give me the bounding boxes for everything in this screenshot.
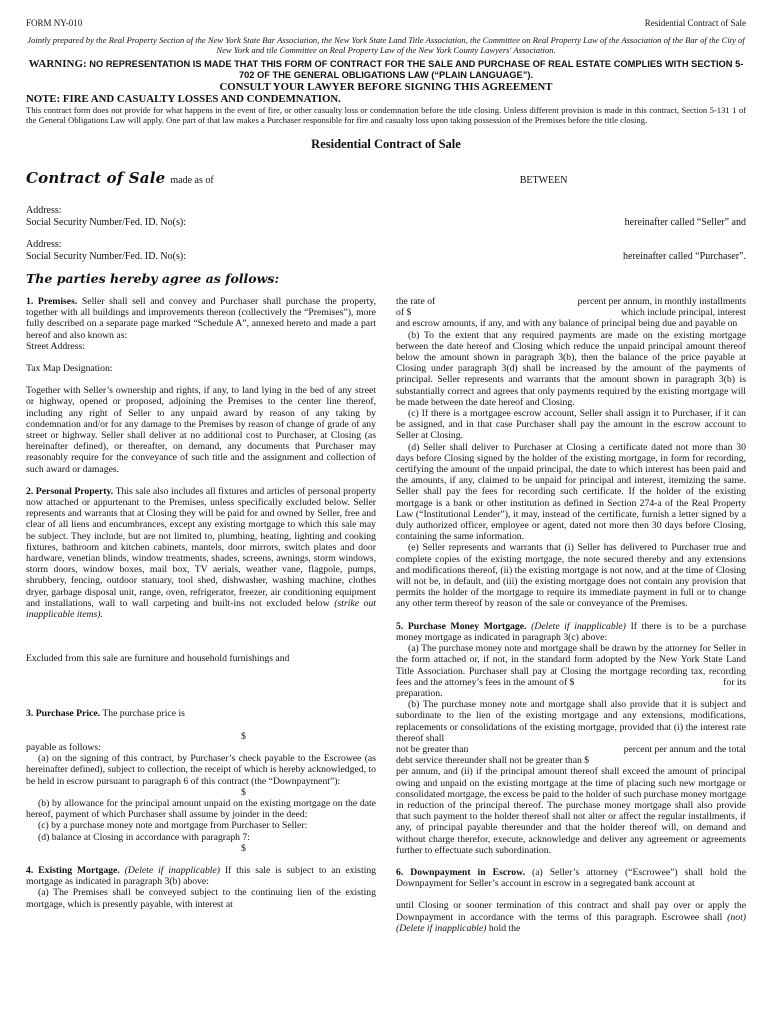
paragraph-3 [26,708,376,719]
downpayment-more [396,900,746,934]
warning-text: NO REPRESENTATION IS MADE THAT THIS FORM OF CONTRACT FOR THE SALE AND PURCHASE OF REAL ESTATE COMPLIES WITH SECTION 5-702 OF THE GENERAL OBLIGATIONS LAW (“PLAIN LANGUAGE”). [89,59,744,80]
left-column [26,296,376,934]
clause-3b: (b) by allowance for the principal amount unpaid on the existing mortgage on the date hereof, payment of which Purchaser shall assume by joinder in the deed: [26,797,376,821]
form-id: FORM NY-010 [26,18,83,28]
two-column-body [26,296,746,934]
clause-3d: (d) balance at Closing in accordance with paragraph 7: [38,831,250,843]
purchaser-address-label: Address: [26,239,62,250]
pmm-heading: 5. Purchase Money Mortgage. [396,620,527,632]
rate-line [396,296,746,307]
existing-mortgage-text: If this sale is subject to an existing mortgage as indicated in paragraph 3(b) above: [26,864,377,888]
delete-note-5: (Delete if inapplicable) [531,620,626,632]
clause-4d: (d) Seller shall deliver to Purchaser at Closing a certificate dated not more than 30 days before Closing signed by the holder of the existing mortgage, in form for recording, certifying the amount of the unpaid principal, the date to which interest has been paid and the amounts, if any, claimed to be unpaid for principal and interest, itemizing the same. Seller shall pay the fees for recording such certificate. If the holder of the existing mortgage is a bank or other institution as defined in Section 274-a of the Real Property Law (“Institutional Lender”), it may, instead of the certificate, furnish a letter signed by a duly authorized officer, employee or agent, dated not more then 30 days before Closing, containing the same information. [396,441,746,543]
debt-service: debt service thereunder shall not be greater than $ [396,755,590,767]
document-title: Residential Contract of Sale [311,137,461,151]
percent-per-annum: percent per annum, in monthly installments [577,296,746,307]
paragraph-6 [396,867,746,889]
escrow-line: and escrow amounts, if any, and with any balance of principal being due and payable on [396,318,738,330]
dollar-3a: $ [241,786,246,798]
which-include: which include principal, interest [621,307,746,319]
jointly-prepared-note: Jointly prepared by the Real Property Section of the New York State Bar Association, the New York State Land Title Association, the Committee on Real Property Law of the Association of the Bar of the City of New York and tile Committee on Real Property Law of the New York County Lawyers' Association. [27,35,745,55]
rate-of: the rate of [396,296,436,307]
seller-ssn-label: Social Security Number/Fed. ID. No(s): [26,217,186,228]
delete-note-4: (Delete if inapplicable) [124,864,221,876]
personal-property-heading: 2. Personal Property. [26,485,114,497]
downpayment-more-a: until Closing or sooner termination of this contract and shall pay over or apply the Downpayment in accordance with the terms of this paragraph. Escrowee shall [396,900,746,923]
premises-heading: 1. Premises. [26,296,78,307]
not-note: (not) [727,911,746,923]
warning-block [26,59,746,81]
installment-line [396,307,746,318]
paragraph-2 [26,486,376,620]
delete-note-6: (Delete if inapplicable) [396,922,487,934]
clause-4c: (c) If there is a mortgagee escrow account, Seller shall assign it to Purchaser, if it can be assigned, and in that case Purchaser shall pay the amount in the escrow account to Seller at Closing. [396,408,746,442]
existing-mortgage-heading: 4. Existing Mortgage. [26,864,120,876]
clause-4b: (b) To the extent that any required payments are made on the existing mortgage between the date hereof and Closing which reduce the unpaid principal amount thereof below the amount shown in paragraph 3(b), then the balance of the price payable at Closing under paragraph 3(d) shall be increased by the amount of the payments of principal. Seller represents and warrants that the amount shown in paragraph 3(b) is substantially correct and agrees that only payments required by the existing mortgage will be made between the date hereof and Closing. [396,329,746,408]
clause-4a: (a) The Premises shall be conveyed subject to the continuing lien of the existing mortgage, which is presently payable, with interest at [26,887,376,910]
payable-as-follows: payable as follows: [26,741,101,753]
clause-5b-more: per annum, and (ii) if the principal amount thereof shall exceed the amount of principal owing and unpaid on the existing mortgage at the time of placing such new mortgage or consolidated mortgage, the excess be paid to the holder of such purchase money mortgage in reduction of the principal thereof. The purchase money mortgage shall also provide that such payment to the holder thereof shall not alter or affect the regular installments, if any, of principal payable thereunder and that the holder thereof will, on demand and without charge therefor, execute, acknowledge and deliver any agreement or agreements further to effectuate such subordination. [396,766,746,856]
clause-3c: (c) by a purchase money note and mortgage from Purchaser to Seller: [38,820,308,832]
paragraph-4 [26,865,376,887]
not-greater-line [396,744,746,755]
downpayment-text: (a) Seller’s attorney (“Escrowee”) shall hold the Downpayment for Seller’s account in escrow in a segregated bank account at [396,866,747,890]
contract-intro-row [26,169,746,187]
right-column [396,296,746,934]
note-body: This contract form does not provide for what happens in the event of fire, or other casualty loss or condemnation before the title closing. Unless different provision is made in this contract, Section 5-131 1 of the General Obligations Law will apply. One part of that law makes a Purchaser responsible for fire and casualty loss upon taking possession of the Premises before the title closing. [26,105,746,125]
downpayment-heading: 6. Downpayment in Escrow. [396,866,526,878]
downpayment-end: hold the [488,922,521,934]
not-greater: not be greater than [396,743,469,755]
form-title: Residential Contract of Sale [644,18,746,28]
premises-text: Seller shall sell and convey and Purchaser shall purchase the property, together with all buildings and improvements thereon (collectively the “Premises”), more fully described on a separate page marked “Schedule A”, annexed hereto and made a part hereof and also known as: [26,296,376,341]
personal-property-text: This sale also includes all fixtures and articles of personal property now attached or appurtenant to the Premises, unless specifically excluded below. Seller represents and warrants that at Closing they will be paid for and owned by Seller, free and clear of all liens and encumbrances, except any existing mortgage to which this sale may be subject. They include, but are not limited to, plumbing, heating, lighting and cooking fixtures, bathroom and kitchen cabinets, mantels, door mirrors, switch plates and door hardware, venetian blinds, window treatments, shades, screens, awnings, storm windows, storm doors, window boxes, mail box, TV aerials, weather vane, flagpole, pumps, shrubbery, fencing, outdoor statuary, tool shed, dishwasher, washing machine, clothes dryer, garbage disposal unit, range, oven, refrigerator, freezer, air conditioning equipment and installations, wall to wall carpeting and built-ins not excluded below [26,485,376,609]
preparation: preparation. [396,687,443,699]
paragraph-5 [396,621,746,643]
note-heading: NOTE: FIRE AND CASUALTY LOSSES AND CONDEMNATION. [26,93,341,105]
seller-block [26,205,746,229]
purchase-price-text: The purchase price is [102,708,185,720]
paragraph-1 [26,296,376,341]
clause-4e: (e) Seller represents and warrants that (i) Seller has delivered to Purchaser true and complete copies of the existing mortgage, the note secured thereby and any extensions and modifications thereof, (ii) the existing mortgage is not now, and at the time of Closing will not be, in default, and (iii) the existing mortgage does not contain any provision that permits the holder of the mortgage to require its immediate payment in full or to change any other term thereof by reason of the sale or conveyance of the Premises. [396,542,746,610]
street-address-label: Street Address: [26,340,85,352]
premises-more: Together with Seller’s ownership and rights, if any, to land lying in the bed of any street or highway, opened or proposed, adjoining the Premises to the center line thereof, including any right of Seller to any unpaid award by reason of any taking by condemnation and/or for any damage to the Premises by reason of change of grade of any street or highway. Seller shall deliver at no additional cost to Purchaser, at Closing (as hereinafter defined), or thereafter, on demand, any documents that Purchaser may reasonably require for the conveyance of such title and the assignment and collection of such award or damages. [26,385,376,475]
clause-5b: (b) The purchase money note and mortgage shall also provide that it is subject and subordinate to the lien of the existing mortgage and any extensions, modifications, replacements or consolidations of the existing mortgage, provided that (i) the interest rate thereof shall [396,699,746,744]
seller-address-label: Address: [26,205,62,216]
parties-agree-heading: The parties hereby agree as follows: [26,271,280,286]
clause-5a [396,643,746,688]
form-header [26,18,746,28]
contract-of-sale-heading: Contract of Sale [26,169,166,187]
consult-lawyer: CONSULT YOUR LAWYER BEFORE SIGNING THIS AGREEMENT [219,81,553,93]
made-as-of: made as of [170,175,214,186]
contract-page [26,18,746,1018]
clause-5a-text: (a) The purchase money note and mortgage shall be drawn by the attorney for Seller in the form attached or, if not, in the standard form adopted by the New York State Land Title Association. Purchaser shall pay at Closing the mortgage recording tax, recording fees and the attorney’s fees in the amount of $ [396,643,746,688]
strike-note: (strike out inapplicable items). [26,597,376,621]
purchaser-ssn-label: Social Security Number/Fed. ID. No(s): [26,251,186,262]
pmm-text: If there is to be a purchase money mortgage as indicated in paragraph 3(c) above: [396,620,747,643]
price-dollar: $ [241,730,246,742]
for-its: for its [723,676,746,688]
purchase-price-heading: 3. Purchase Price. [26,708,101,720]
purchaser-block [26,239,746,263]
tax-map-label: Tax Map Designation: [26,363,113,375]
purchaser-called: hereinafter called “Purchaser”. [623,251,746,262]
between-label: BETWEEN [519,175,568,186]
warning-label: WARNING: [28,58,87,70]
excluded-text: Excluded from this sale are furniture and household furnishings and [26,653,290,665]
pct-total: percent per annum and the total [623,743,746,755]
dollar-3d: $ [241,842,246,854]
seller-called: hereinafter called “Seller” and [624,217,746,228]
of-dollar: of $ [396,307,412,319]
clause-3a: (a) on the signing of this contract, by Purchaser’s check payable to the Escrowee (as hereinafter defined), subject to collection, the receipt of which is hereby acknowledged, to be held in escrow pursuant to paragraph 6 of this contract (the “Downpayment”): [26,753,376,787]
